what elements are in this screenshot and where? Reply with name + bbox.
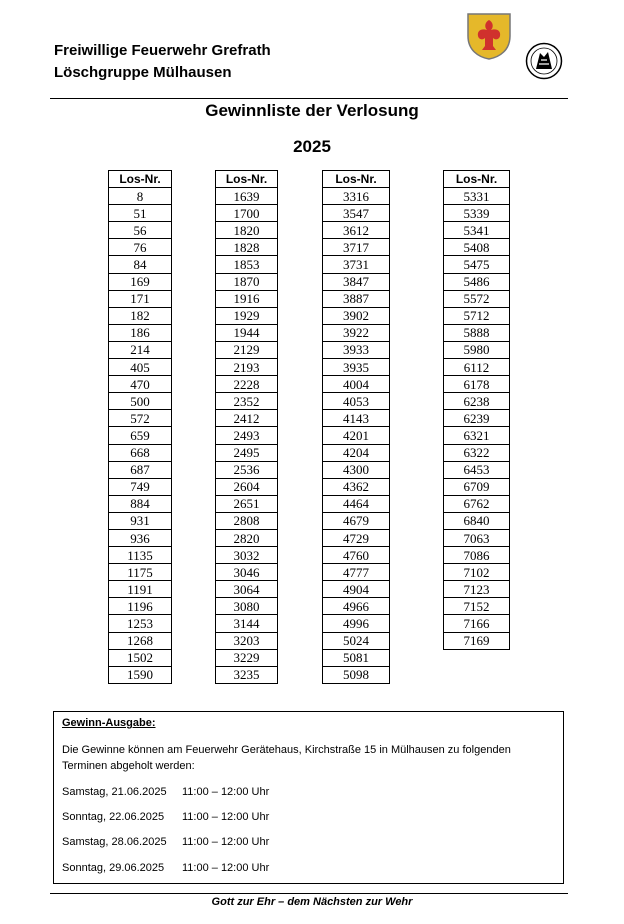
- lot-number: 182: [109, 307, 172, 324]
- coat-of-arms-icon: [466, 12, 512, 60]
- org-line-2: Löschgruppe Mülhausen: [54, 64, 232, 81]
- prize-collection-info: [53, 711, 564, 884]
- lot-number: 4679: [323, 512, 390, 529]
- lot-number: 1135: [109, 547, 172, 564]
- lot-number: 931: [109, 512, 172, 529]
- lot-number: 1820: [216, 222, 278, 239]
- lot-number: 2193: [216, 359, 278, 376]
- lot-number: 5024: [323, 632, 390, 649]
- lot-number: 5339: [444, 205, 510, 222]
- lot-number: 76: [109, 239, 172, 256]
- lot-number: 1196: [109, 598, 172, 615]
- lot-number: 2808: [216, 512, 278, 529]
- pickup-date: Sonntag, 22.06.2025: [62, 811, 165, 823]
- lot-number: 3612: [323, 222, 390, 239]
- lot-number: 7102: [444, 564, 510, 581]
- pickup-date: Samstag, 28.06.2025: [62, 836, 167, 848]
- lot-number: 2651: [216, 495, 278, 512]
- lot-number: 3933: [323, 341, 390, 358]
- prize-info-heading: Gewinn-Ausgabe:: [62, 717, 156, 729]
- lot-number: 3902: [323, 307, 390, 324]
- lot-number: 3235: [216, 666, 278, 683]
- lot-number: 1191: [109, 581, 172, 598]
- lot-number: 1175: [109, 564, 172, 581]
- lot-number: 405: [109, 359, 172, 376]
- lot-number: 7063: [444, 529, 510, 546]
- lot-number: 214: [109, 341, 172, 358]
- lot-number: 4053: [323, 393, 390, 410]
- fire-brigade-emblem-icon: [525, 42, 563, 80]
- lot-number: 1700: [216, 205, 278, 222]
- lot-number: 3731: [323, 256, 390, 273]
- lot-number: 5888: [444, 324, 510, 341]
- lot-number: 7123: [444, 581, 510, 598]
- lot-table-1: [108, 170, 172, 684]
- lot-number: 2412: [216, 410, 278, 427]
- lot-number: 1916: [216, 290, 278, 307]
- lot-number: 6840: [444, 512, 510, 529]
- lot-number: 5098: [323, 666, 390, 683]
- lot-number: 5980: [444, 341, 510, 358]
- lot-number: 3203: [216, 632, 278, 649]
- lot-number: 6112: [444, 359, 510, 376]
- lot-number: 1639: [216, 188, 278, 205]
- lot-column-header: Los-Nr.: [109, 171, 172, 188]
- lot-number: 6709: [444, 478, 510, 495]
- lot-number: 1502: [109, 649, 172, 666]
- lot-number: 6322: [444, 444, 510, 461]
- lot-number: 3887: [323, 290, 390, 307]
- lot-table-2: [215, 170, 278, 684]
- organization-name: [54, 40, 271, 84]
- lot-number: 7152: [444, 598, 510, 615]
- lot-number: 56: [109, 222, 172, 239]
- lot-number: 3922: [323, 324, 390, 341]
- prize-info-text: Die Gewinne können am Feuerwehr Gerätehaus, Kirchstraße 15 in Mülhausen zu folgenden Terminen abgeholt werden:: [62, 744, 511, 772]
- lot-number: 668: [109, 444, 172, 461]
- lot-number: 4201: [323, 427, 390, 444]
- lot-number: 2536: [216, 461, 278, 478]
- lot-number: 2129: [216, 341, 278, 358]
- lot-number: 1590: [109, 666, 172, 683]
- lot-number: 687: [109, 461, 172, 478]
- lot-number: 1870: [216, 273, 278, 290]
- lot-number: 5475: [444, 256, 510, 273]
- lot-number: 3144: [216, 615, 278, 632]
- pickup-time: 11:00 – 12:00 Uhr: [182, 811, 270, 823]
- lot-number: 936: [109, 529, 172, 546]
- pickup-time: 11:00 – 12:00 Uhr: [182, 862, 270, 874]
- lot-number: 884: [109, 495, 172, 512]
- lot-number: 500: [109, 393, 172, 410]
- lot-number: 3717: [323, 239, 390, 256]
- lot-number: 2495: [216, 444, 278, 461]
- lot-number: 1853: [216, 256, 278, 273]
- lot-number: 4004: [323, 376, 390, 393]
- lot-number: 5341: [444, 222, 510, 239]
- lot-number: 6453: [444, 461, 510, 478]
- year: 2025: [293, 137, 331, 156]
- lot-column-header: Los-Nr.: [444, 171, 510, 188]
- lot-number: 7169: [444, 632, 510, 649]
- lot-number: 4300: [323, 461, 390, 478]
- lot-number: 5331: [444, 188, 510, 205]
- page-title: Gewinnliste der Verlosung: [205, 101, 419, 120]
- lot-number: 2352: [216, 393, 278, 410]
- lot-number: 4362: [323, 478, 390, 495]
- lot-number: 7166: [444, 615, 510, 632]
- lot-number: 1929: [216, 307, 278, 324]
- lot-number: 2820: [216, 529, 278, 546]
- lot-number: 1253: [109, 615, 172, 632]
- footer-motto: Gott zur Ehr – dem Nächsten zur Wehr: [211, 896, 413, 908]
- lot-number: 5408: [444, 239, 510, 256]
- pickup-time: 11:00 – 12:00 Uhr: [182, 786, 270, 798]
- lot-number: 4760: [323, 547, 390, 564]
- lot-number: 6238: [444, 393, 510, 410]
- lot-number: 186: [109, 324, 172, 341]
- lot-number: 3064: [216, 581, 278, 598]
- lot-number: 7086: [444, 547, 510, 564]
- lot-number: 1944: [216, 324, 278, 341]
- pickup-date: Samstag, 21.06.2025: [62, 786, 167, 798]
- lot-number: 6239: [444, 410, 510, 427]
- pickup-time: 11:00 – 12:00 Uhr: [182, 836, 270, 848]
- lot-number: 3935: [323, 359, 390, 376]
- lot-column-header: Los-Nr.: [323, 171, 390, 188]
- lot-number: 171: [109, 290, 172, 307]
- lot-number: 2228: [216, 376, 278, 393]
- lot-number: 4904: [323, 581, 390, 598]
- lot-number: 4777: [323, 564, 390, 581]
- lot-number: 572: [109, 410, 172, 427]
- lot-number: 3847: [323, 273, 390, 290]
- lot-number: 3046: [216, 564, 278, 581]
- lot-number: 5486: [444, 273, 510, 290]
- pickup-date: Sonntag, 29.06.2025: [62, 862, 165, 874]
- lot-number: 4143: [323, 410, 390, 427]
- footer-divider: [50, 893, 568, 894]
- lot-number: 5712: [444, 307, 510, 324]
- lot-number: 169: [109, 273, 172, 290]
- lot-number: 2493: [216, 427, 278, 444]
- lot-number: 4966: [323, 598, 390, 615]
- lot-number: 3316: [323, 188, 390, 205]
- lot-number: 2604: [216, 478, 278, 495]
- lot-number: 6321: [444, 427, 510, 444]
- lot-number: 3032: [216, 547, 278, 564]
- lot-number: 3229: [216, 649, 278, 666]
- org-line-1: Freiwillige Feuerwehr Grefrath: [54, 42, 271, 59]
- lot-number: 51: [109, 205, 172, 222]
- header-divider: [50, 98, 568, 99]
- lot-number: 8: [109, 188, 172, 205]
- lot-table-4: [443, 170, 510, 650]
- lot-number: 1268: [109, 632, 172, 649]
- lot-number: 4996: [323, 615, 390, 632]
- lot-number: 749: [109, 478, 172, 495]
- lot-number: 4729: [323, 529, 390, 546]
- lot-number: 5572: [444, 290, 510, 307]
- lot-number: 3547: [323, 205, 390, 222]
- lot-number: 4204: [323, 444, 390, 461]
- lot-number: 1828: [216, 239, 278, 256]
- lot-number: 6178: [444, 376, 510, 393]
- lot-number: 3080: [216, 598, 278, 615]
- lot-number: 470: [109, 376, 172, 393]
- lot-number: 5081: [323, 649, 390, 666]
- lot-number: 84: [109, 256, 172, 273]
- lot-number: 6762: [444, 495, 510, 512]
- lot-number: 4464: [323, 495, 390, 512]
- lot-column-header: Los-Nr.: [216, 171, 278, 188]
- lot-number: 659: [109, 427, 172, 444]
- lot-table-3: [322, 170, 390, 684]
